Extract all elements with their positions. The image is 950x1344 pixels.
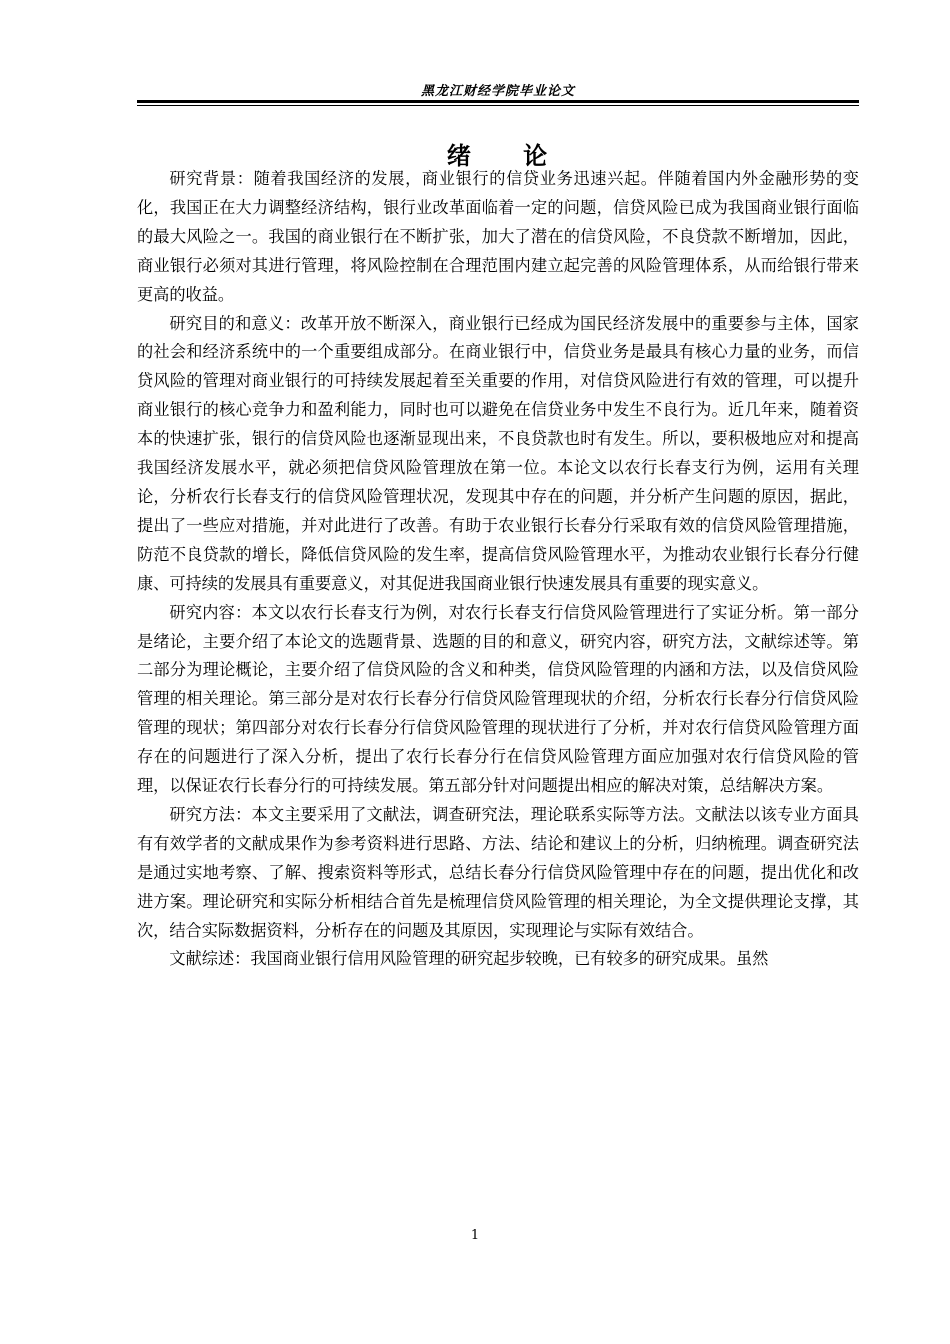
header-title: 黑龙江财经学院毕业论文 xyxy=(420,84,575,99)
page-number: 1 xyxy=(470,1228,480,1243)
paragraph-purpose: 研究目的和意义：改革开放不断深入，商业银行已经成为国民经济发展中的重要参与主体，国家的社会和经济系统中的一个重要组成部分。在商业银行中，信贷业务是最具有核心力量的业务，而信贷风险的管理对商业银行的可持续发展起着至关重要的作用，对信贷风险进行有效的管理，可以提升商业银行的核心竞争力和盈利能力，同时也可以避免在信贷业务中发生不良行为。近几年来，随着资本的快速扩张，银行的信贷风险也逐渐显现出来，不良贷款也时有发生。所以，要积极地应对和提高我国经济发展水平，就必须把信贷风险管理放在第一位。本论文以农行长春支行为例，运用有关理论，分析农行长春支行的信贷风险管理状况，发现其中存在的问题，并分析产生问题的原因，据此，提出了一些应对措施，并对此进行了改善。有助于农业银行长春分行采取有效的信贷风险管理措施，防范不良贷款的增长，降低信贷风险的发生率，提高信贷风险管理水平，为推动农业银行长春分行健康、可持续的发展具有重要意义，对其促进我国商业银行快速发展具有重要的现实意义。 xyxy=(137,313,859,593)
section-title: 绪 论 xyxy=(446,141,550,170)
body-content xyxy=(137,165,859,974)
paragraph-methods: 研究方法：本文主要采用了文献法，调查研究法，理论联系实际等方法。文献法以该专业方面具有有效学者的文献成果作为参考资料进行思路、方法、结论和建议上的分析，归纳梳理。调查研究法是通过实地考察、了解、搜索资料等形式，总结长春分行信贷风险管理中存在的问题，提出优化和改进方案。理论研究和实际分析相结合首先是梳理信贷风险管理的相关理论，为全文提供理论支撑，其次，结合实际数据资料，分析存在的问题及其原因，实现理论与实际有效结合。 xyxy=(137,804,859,940)
header-rule-thick xyxy=(137,100,859,103)
paragraph-content: 研究内容：本文以农行长春支行为例，对农行长春支行信贷风险管理进行了实证分析。第一部分是绪论，主要介绍了本论文的选题背景、选题的目的和意义，研究内容，研究方法，文献综述等。第二部分为理论概论，主要介绍了信贷风险的含义和种类，信贷风险管理的内涵和方法，以及信贷风险管理的相关理论。第三部分是对农行长春分行信贷风险管理现状的介绍，分析农行长春分行信贷风险管理的现状；第四部分对农行长春分行信贷风险管理的现状进行了分析，并对农行信贷风险管理方面存在的问题进行了深入分析，提出了农行长春分行在信贷风险管理方面应加强对农行信贷风险的管理，以保证农行长春分行的可持续发展。第五部分针对问题提出相应的解决对策，总结解决方案。 xyxy=(137,602,859,796)
page-header xyxy=(137,76,859,104)
header-rule-thin xyxy=(137,105,859,106)
paragraph-background: 研究背景：随着我国经济的发展，商业银行的信贷业务迅速兴起。伴随着国内外金融形势的变化，我国正在大力调整经济结构，银行业改革面临着一定的问题，信贷风险已成为我国商业银行面临的最大风险之一。我国的商业银行在不断扩张，加大了潜在的信贷风险，不良贷款不断增加，因此，商业银行必须对其进行管理，将风险控制在合理范围内建立起完善的风险管理体系，从而给银行带来更高的收益。 xyxy=(137,169,859,304)
paragraph-literature: 文献综述：我国商业银行信用风险管理的研究起步较晚，已有较多的研究成果。虽然 xyxy=(169,949,769,969)
